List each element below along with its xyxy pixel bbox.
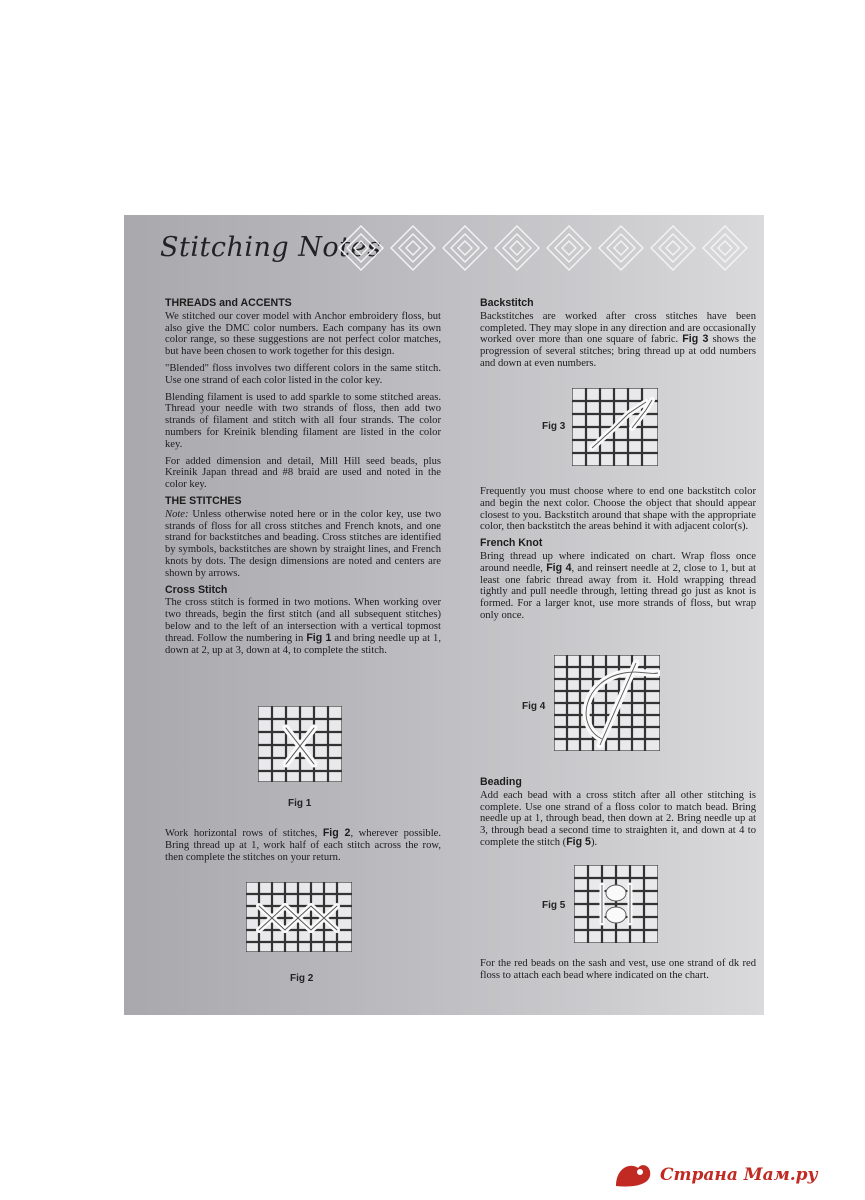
fig5-ref: Fig 5 xyxy=(566,835,591,848)
rows-text-b: , wherever possible. Bring thread up at 1, work half of each stitch across the row, then complete the stitches on your return. xyxy=(165,828,441,863)
fig5-diagram xyxy=(574,865,658,943)
threads-paragraph-4: For added dimension and detail, Mill Hill seed beads, plus Kreinik Japan thread and #8 braid are used and noted in the color key. xyxy=(165,455,441,491)
fig2-label: Fig 2 xyxy=(290,973,314,984)
fig5-label: Fig 5 xyxy=(542,900,566,911)
cross-text-a: The cross stitch is formed in two motions. When working over two threads, begin the first stitch (and all subsequent stitches) below and to the left of an intersection with a vertical topmost thread. Follow the numbering in xyxy=(165,597,441,644)
backstitch-heading: Backstitch xyxy=(480,297,534,309)
watermark-text: Страна Мам.ру xyxy=(660,1165,818,1185)
fig3-diagram xyxy=(572,388,658,466)
french-knot-heading: French Knot xyxy=(480,537,543,550)
french-knot-paragraph xyxy=(480,551,756,622)
beading-heading: Beading xyxy=(480,776,522,788)
right-column-bottom xyxy=(480,958,756,987)
backstitch-paragraph xyxy=(480,311,756,370)
note-text: Unless otherwise noted here or in the color key, use two strands of floss for all cross stitches and French knots, and one strand for backstitches and beading. Cross stitches are identified by symbols, backstitches are shown by straight lines, and French knots by dots. The design dimensions are noted and centers are shown by arrows. xyxy=(165,508,441,579)
left-column xyxy=(165,296,441,661)
right-column-beading xyxy=(480,775,756,854)
back-text-b: shows the progression of several stitches; bring thread up at odd numbers and down at even numbers. xyxy=(480,334,757,369)
cross-stitch-heading: Cross Stitch xyxy=(165,583,228,596)
note-label: Note: xyxy=(165,508,189,520)
beading-paragraph xyxy=(480,790,756,849)
french-text-b: , and reinsert needle at 2, close to 1, but at least one fabric thread away from it. Hold wrapping thread tightly and pull needle through, letting thread go just as knot is formed. For a larger knot, use more strands of floss, but wrap only once. xyxy=(480,562,756,621)
right-column xyxy=(480,296,756,375)
backstitch-paragraph-2: Frequently you must choose where to end one backstitch color and begin the next color. Choose the object that should appear closest to you. Backstitch around that shape with the appropriate color, then backstitch the areas behind it with adjacent color(s). xyxy=(480,486,756,533)
fig1-ref: Fig 1 xyxy=(306,631,332,644)
fig4-ref: Fig 4 xyxy=(546,561,572,574)
back-text-a: Backstitches are worked after cross stitches have been completed. They may slope in any direction and are occasionally worked over more than one square of fabric. xyxy=(480,310,756,346)
threads-paragraph-2: "Blended" floss involves two different colors in the same stitch. Use one strand of each color listed in the color key. xyxy=(165,362,441,386)
bead-text-a: Add each bead with a cross stitch after all other stitching is complete. Use one strand of a floss color to match bead. Bring needle up at 1, through bead, then down at 2. Bring needle up at 3, through bead a second time to straighten it, and down at 4 to complete the stitch ( xyxy=(480,789,756,848)
threads-paragraph-3: Blending filament is used to add sparkle to some stitched areas. Thread your needle with two strands of floss, then add two strands of filament and stitch with all four strands. The color numbers for Kreinik blending filament are listed in the color key. xyxy=(165,391,441,450)
stitches-heading: THE STITCHES xyxy=(165,494,242,507)
fig4-diagram xyxy=(554,655,660,751)
watermark-logo-icon xyxy=(612,1158,654,1190)
fig1-label: Fig 1 xyxy=(288,798,312,809)
fig1-diagram xyxy=(258,706,342,782)
threads-paragraph-1: We stitched our cover model with Anchor embroidery floss, but also give the DMC color numbers. Each company has its own color range, so these suggestions are not perfect color matches, but have been chosen to work together for this design. xyxy=(165,310,441,358)
fig3-label: Fig 3 xyxy=(542,421,566,432)
stitches-note xyxy=(165,509,441,580)
rows-paragraph xyxy=(165,828,441,863)
beading-paragraph-2: For the red beads on the sash and vest, use one strand of dk red floss to attach each bead where indicated on the chart. xyxy=(480,958,756,981)
rows-paragraph-block xyxy=(165,828,441,868)
fig4-label: Fig 4 xyxy=(522,701,546,712)
french-text-a: Bring thread up where indicated on chart. Wrap floss once around needle, xyxy=(480,550,756,574)
cross-text-b: and bring needle up at 1, down at 2, up at 3, down at 4, to complete the stitch. xyxy=(165,632,441,656)
threads-heading: THREADS and ACCENTS xyxy=(165,297,292,309)
bead-text-b: ). xyxy=(590,836,598,848)
cross-stitch-paragraph xyxy=(165,597,441,656)
diamond-border-decoration xyxy=(335,222,755,274)
fig2-diagram xyxy=(246,882,352,952)
fig2-ref: Fig 2 xyxy=(322,827,351,839)
right-column-middle xyxy=(480,486,756,627)
fig3-ref: Fig 3 xyxy=(682,333,709,346)
page-title: Stitching Notes xyxy=(160,232,382,263)
rows-text-a: Work horizontal rows of stitches, xyxy=(165,828,323,839)
